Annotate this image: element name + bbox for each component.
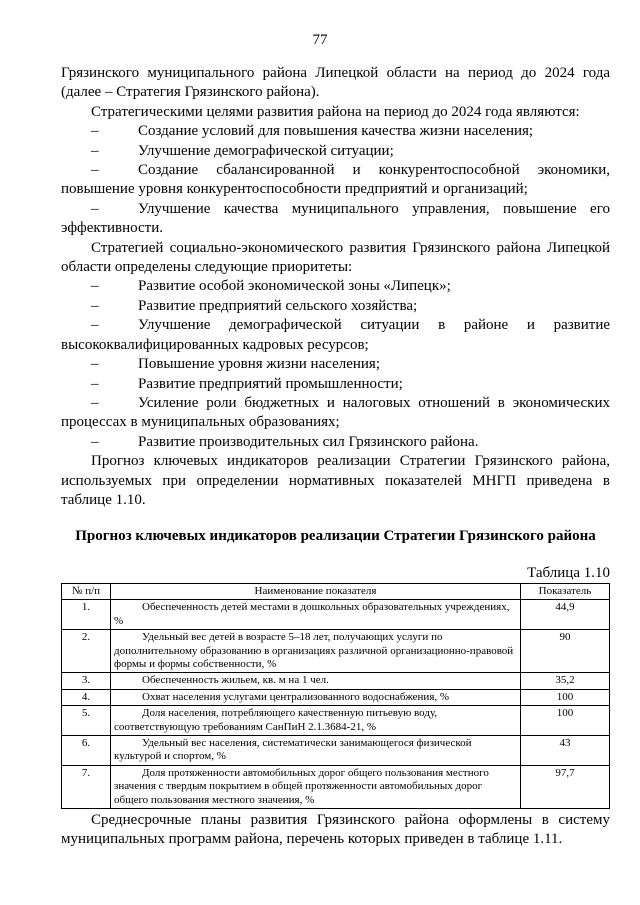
- cell-name: Обеспеченность жильем, кв. м на 1 чел.: [111, 673, 521, 689]
- cell-name: Доля протяженности автомобильных дорог общего пользования местного значения с твердым покрытием в общей протяженности автомобильных дорог общего пользования местного значения, %: [111, 765, 521, 808]
- table-row: [62, 706, 610, 736]
- cell-name: Доля населения, потребляющего качественную питьевую воду, соответствующую требованиям СанПиН 2.1.3684-21, %: [111, 706, 521, 736]
- paragraph-forecast: Прогноз ключевых индикаторов реализации Стратегии Грязинского района, используемых при определении нормативных показателей МНГП приведена в таблице 1.10.: [61, 453, 610, 508]
- paragraph-priorities-intro: Стратегией социально-экономического развития Грязинского района Липецкой области определены следующие приоритеты:: [61, 239, 610, 276]
- list-item-text: Повышение уровня жизни населения;: [138, 356, 380, 373]
- cell-value: 97,7: [521, 765, 610, 808]
- goals-list: [61, 122, 610, 238]
- priorities-list: [61, 277, 610, 452]
- list-item-text: Создание сбалансированной и конкурентоспособной экономики, повышение уровня конкурентоспособности предприятий и организаций;: [61, 162, 610, 198]
- list-item: [61, 161, 610, 200]
- list-dash: –: [91, 356, 99, 373]
- list-item: [61, 200, 610, 239]
- table-row: [62, 765, 610, 808]
- list-item-text: Развитие производительных сил Грязинского района.: [138, 433, 479, 450]
- header-name: Наименование показателя: [111, 584, 521, 600]
- cell-num: 2.: [62, 630, 111, 673]
- list-item: [61, 277, 610, 296]
- list-dash: –: [91, 394, 99, 411]
- cell-num: 7.: [62, 765, 111, 808]
- list-item-text: Развитие предприятий сельского хозяйства;: [138, 297, 418, 314]
- list-item-text: Создание условий для повышения качества жизни населения;: [138, 123, 534, 140]
- cell-num: 4.: [62, 689, 111, 705]
- list-item: [61, 433, 610, 452]
- table-row: [62, 673, 610, 689]
- page-number: 77: [312, 32, 328, 48]
- paragraph-goals-intro: Стратегическими целями развития района на период до 2024 года являются:: [91, 103, 580, 120]
- list-item-text: Улучшение демографической ситуации в районе и развитие высококвалифицированных кадровых ресурсов;: [61, 317, 610, 353]
- table-row: [62, 689, 610, 705]
- list-dash: –: [91, 162, 99, 179]
- list-item: [61, 355, 610, 374]
- table-row: [62, 600, 610, 630]
- table-row: [62, 630, 610, 673]
- cell-value: 100: [521, 706, 610, 736]
- list-item: [61, 316, 610, 355]
- list-item-text: Улучшение демографической ситуации;: [138, 142, 394, 159]
- body-text: [61, 64, 610, 510]
- cell-value: 43: [521, 736, 610, 766]
- list-item-text: Развитие особой экономической зоны «Липецк»;: [138, 278, 451, 295]
- indicators-table: [61, 583, 610, 809]
- list-dash: –: [91, 278, 99, 295]
- list-dash: –: [91, 317, 99, 334]
- list-dash: –: [91, 433, 99, 450]
- list-dash: –: [91, 142, 99, 159]
- table-row: [62, 736, 610, 766]
- cell-num: 1.: [62, 600, 111, 630]
- list-dash: –: [91, 297, 99, 314]
- cell-name: Удельный вес населения, систематически занимающегося физической культурой и спортом, %: [111, 736, 521, 766]
- cell-name: Охват населения услугами централизованного водоснабжения, %: [111, 689, 521, 705]
- list-item: [61, 142, 610, 161]
- cell-num: 6.: [62, 736, 111, 766]
- table-label: Таблица 1.10: [527, 565, 610, 581]
- list-item: [61, 375, 610, 394]
- table-title: Прогноз ключевых индикаторов реализации Стратегии Грязинского района: [75, 528, 596, 544]
- list-dash: –: [91, 375, 99, 392]
- cell-num: 5.: [62, 706, 111, 736]
- header-num: № п/п: [62, 584, 111, 600]
- list-item: [61, 394, 610, 433]
- cell-value: 35,2: [521, 673, 610, 689]
- cell-name: Удельный вес детей в возрасте 5–18 лет, получающих услуги по дополнительному образованию в организациях различной организационно-правовой формы и формы собственности, %: [111, 630, 521, 673]
- closing-text: [61, 811, 610, 850]
- cell-name: Обеспеченность детей местами в дошкольных образовательных учреждениях, %: [111, 600, 521, 630]
- paragraph-intro: Грязинского муниципального района Липецкой области на период до 2024 года (далее – Стратегия Грязинского района).: [61, 65, 610, 101]
- cell-value: 90: [521, 630, 610, 673]
- table-header-row: [62, 584, 610, 600]
- list-item-text: Усиление роли бюджетных и налоговых отношений в экономических процессах в муниципальных образованиях;: [61, 394, 610, 431]
- paragraph-closing: Среднесрочные планы развития Грязинского района оформлены в систему муниципальных программ района, перечень которых приведен в таблице 1.11.: [61, 812, 610, 848]
- list-item: [61, 297, 610, 316]
- list-item-text: Развитие предприятий промышленности;: [138, 375, 403, 392]
- cell-num: 3.: [62, 673, 111, 689]
- cell-value: 100: [521, 689, 610, 705]
- cell-value: 44,9: [521, 600, 610, 630]
- header-value: Показатель: [521, 584, 610, 600]
- list-dash: –: [91, 200, 99, 217]
- list-item: [61, 122, 610, 141]
- list-dash: –: [91, 123, 99, 140]
- list-item-text: Улучшение качества муниципального управления, повышение его эффективности.: [61, 200, 610, 237]
